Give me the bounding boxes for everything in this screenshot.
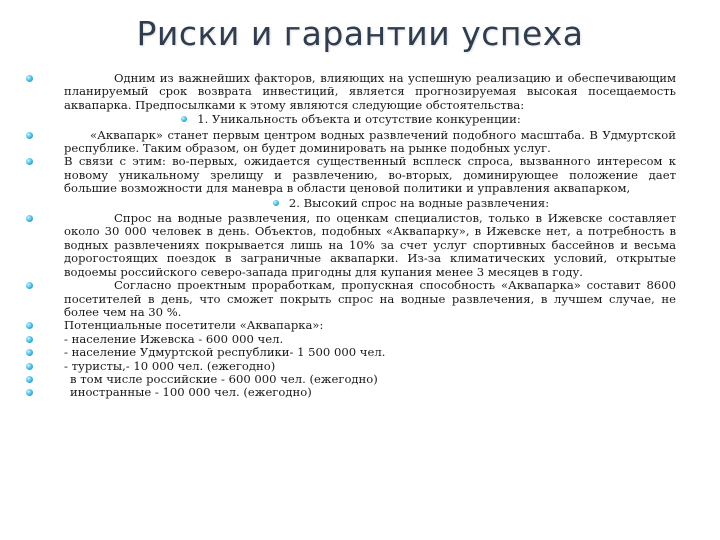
slide-body [26,72,676,400]
bullet-icon [26,132,33,139]
list-item [26,212,676,279]
list-item [26,319,676,332]
paragraph: «Аквапарк» станет первым центром водных развлечений подобного масштаба. В Удмуртской республике. Таким образом, он будет доминировать на рынке подобных услуг. [64,127,676,156]
paragraph: В связи с этим: во-первых, ожидается существенный всплеск спроса, вызванного интересом к новому уникальному зрелищу и развлечению, во-вторых, доминирующее положение дает большие возможности для маневра в области ценовой политики и управления аквапарком, [64,154,676,196]
paragraph: иностранные - 100 000 чел. (ежегодно) [70,385,312,400]
bullet-icon [26,363,33,370]
paragraph: в том числе российские - 600 000 чел. (ежегодно) [70,371,378,386]
bullet-icon [26,282,33,289]
list-item [26,386,676,399]
list-item [26,72,676,112]
bullet-icon [26,376,33,383]
subheading: 2. Высокий спрос на водные развлечения: [288,195,550,210]
paragraph: - население Удмуртской республики- 1 500 000 чел. [64,345,386,360]
list-item [26,333,676,346]
list-item [26,279,676,319]
paragraph: Потенциальные посетители «Аквапарка»: [64,318,324,333]
list-item [26,129,676,156]
bullet-icon [26,389,33,396]
bullet-icon [26,322,33,329]
bullet-icon [26,75,33,82]
bullet-icon [26,215,33,222]
slide-title: Риски и гарантии успеха [136,14,584,53]
list-item [26,373,676,386]
list-item [26,360,676,373]
paragraph: Согласно проектным проработкам, пропускная способность «Аквапарка» составит 8600 посетителей в день, что сможет покрыть спрос на водные развлечения, в лучшем случае, не более чем на 30 %. [64,278,676,319]
subheading-item [26,113,676,126]
bullet-icon [26,349,33,356]
bullet-icon [26,336,33,343]
bullet-icon [181,116,187,122]
paragraph: Спрос на водные развлечения, по оценкам специалистов, только в Ижевске составляет около 30 000 человек в день. Объектов, подобных «Аквапарку», в Ижевске нет, а потребность в водных развлечениях покрывается лишь на 10% за счет услуг спортивных бассейнов и весьма дорогостоящих поездок в заграничные аквапарки. Из-за климатических условий, открытые водоемы российского северо-запада пригодны для купания менее 3 месяцев в году. [64,211,676,279]
bullet-icon [273,200,279,206]
list-item [26,155,676,195]
paragraph: Одним из важнейших факторов, влияющих на успешную реализацию и обеспечивающим планируемый срок возврата инвестиций, является прогнозируемая высокая посещаемость аквапарка. Предпосылками к этому являются следующие обстоятельства: [64,71,676,112]
subheading: 1. Уникальность объекта и отсутствие конкуренции: [197,112,521,127]
paragraph: - население Ижевска - 600 000 чел. [64,331,284,346]
list-item [26,346,676,359]
paragraph: - туристы,- 10 000 чел. (ежегодно) [64,358,276,373]
bullet-icon [26,158,33,165]
subheading-item [26,197,676,210]
